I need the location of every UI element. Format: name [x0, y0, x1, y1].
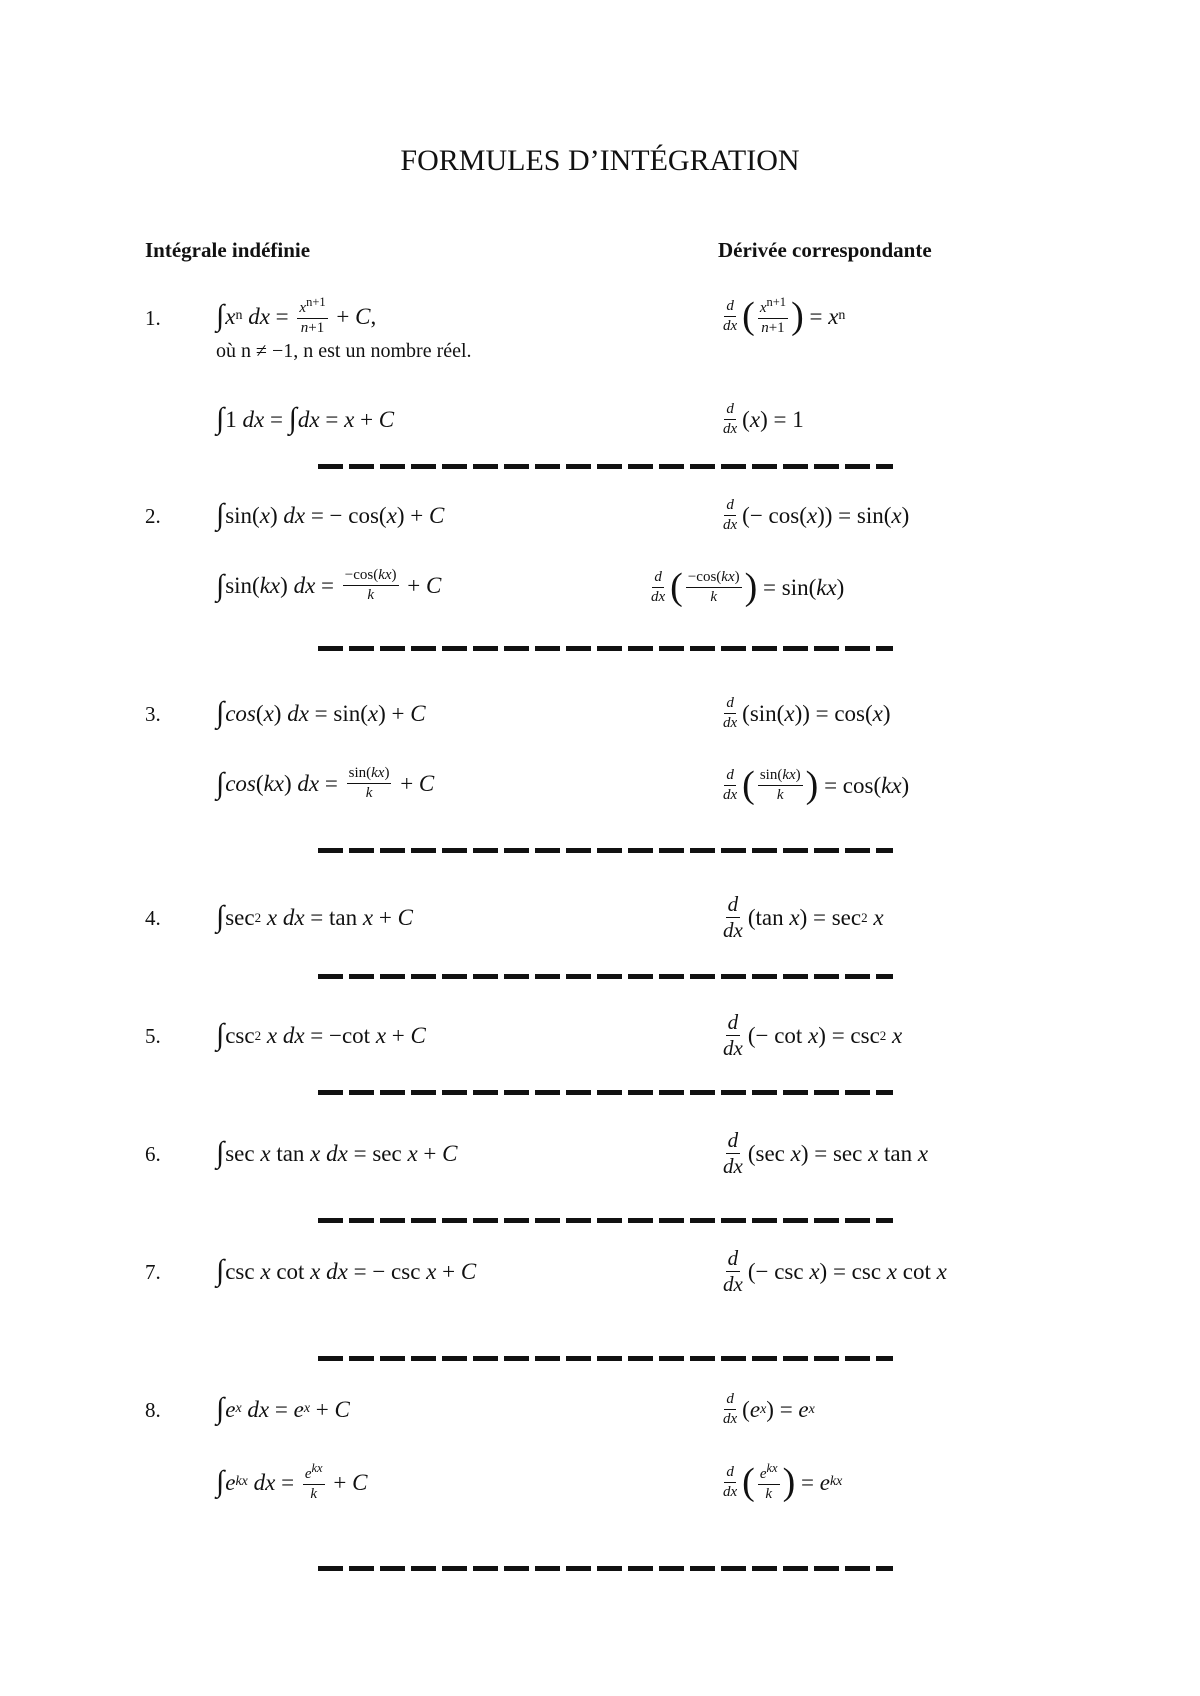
formula-derivative-4: $\frac{d}{dx}$ (tan x ) = sec 2 x — [723, 892, 884, 942]
formula-derivative-8b: $\frac{d}{dx}$ ( $\frac{e^{kx}}{k}$ ) = e kx — [723, 1461, 843, 1503]
separator — [318, 1356, 893, 1361]
formula-integral-7: ∫ csc x cot x dx = − csc x + C — [216, 1254, 477, 1287]
formula-derivative-3b: $\frac{d}{dx}$ ( $\frac{\sin(kx)}{k}$ ) = cos( kx ) — [723, 764, 910, 806]
formula-integral-3a: ∫ cos ( x ) dx = sin( x ) + C — [216, 696, 426, 729]
formula-integral-3b: ∫ cos ( kx ) dx = $\frac{\sin(kx)}{k}$ + C — [216, 765, 435, 801]
formula-derivative-2a: $\frac{d}{dx}$ (− cos( x )) = sin( x ) — [723, 497, 910, 533]
formula-derivative-6: $\frac{d}{dx}$ (sec x ) = sec x tan x — [723, 1128, 929, 1178]
page-title: FORMULES D’INTÉGRATION — [400, 144, 800, 177]
formula-derivative-2b: $\frac{d}{dx}$ ( $\frac{-\cos(kx)}{k}$ ) = sin( kx ) — [651, 566, 845, 608]
formula-integral-2a: ∫ sin( x ) dx = − cos( x ) + C — [216, 498, 445, 531]
separator — [318, 974, 893, 979]
formula-integral-8a: ∫ e x dx = e x + C — [216, 1392, 350, 1425]
item-number-4: 4. — [145, 906, 161, 930]
formula-derivative-7: $\frac{d}{dx}$ (− csc x ) = csc x cot x — [723, 1246, 947, 1296]
item-number-5: 5. — [145, 1024, 161, 1048]
item-number-2: 2. — [145, 504, 161, 528]
item-number-3: 3. — [145, 702, 161, 726]
formula-integral-2b: ∫ sin( kx ) dx = $\frac{-\cos(kx)}{k}$ + C — [216, 567, 442, 603]
formula-integral-8b: ∫ e kx dx = $\frac{e^{kx}}{k}$ + C — [216, 1461, 368, 1502]
formula-derivative-1a: $\frac{d}{dx}$ ( $\frac{x^{n+1}}{n+1}$ ) = x n — [723, 295, 846, 337]
separator — [318, 1218, 893, 1223]
separator — [318, 848, 893, 853]
formula-integral-1b: ∫ 1 dx = ∫ dx = x + C — [216, 402, 395, 435]
item-number-1: 1. — [145, 306, 161, 330]
formula-integral-4: ∫ sec 2 x dx = tan x + C — [216, 900, 413, 933]
separator — [318, 464, 893, 469]
item-note-1: où n ≠ −1, n est un nombre réel. — [216, 340, 472, 362]
separator — [318, 1090, 893, 1095]
item-number-7: 7. — [145, 1260, 161, 1284]
formula-derivative-8a: $\frac{d}{dx}$ ( e x ) = e x — [723, 1391, 815, 1427]
formula-derivative-3a: $\frac{d}{dx}$ (sin( x )) = cos( x ) — [723, 695, 891, 731]
column-header-integral: Intégrale indéfinie — [145, 238, 311, 262]
formula-integral-1a: ∫ x n dx = $\frac{x^{n+1}}{n+1}$ + C , — [216, 295, 377, 336]
separator — [318, 646, 893, 651]
item-number-8: 8. — [145, 1398, 161, 1422]
formula-derivative-1b: $\frac{d}{dx}$ ( x ) = 1 — [723, 401, 804, 437]
column-header-derivative: Dérivée correspondante — [718, 238, 932, 262]
separator — [318, 1566, 893, 1571]
formula-integral-6: ∫ sec x tan x dx = sec x + C — [216, 1136, 458, 1169]
formula-integral-5: ∫ csc 2 x dx = −cot x + C — [216, 1018, 426, 1051]
item-number-6: 6. — [145, 1142, 161, 1166]
formula-derivative-5: $\frac{d}{dx}$ (− cot x ) = csc 2 x — [723, 1010, 903, 1060]
